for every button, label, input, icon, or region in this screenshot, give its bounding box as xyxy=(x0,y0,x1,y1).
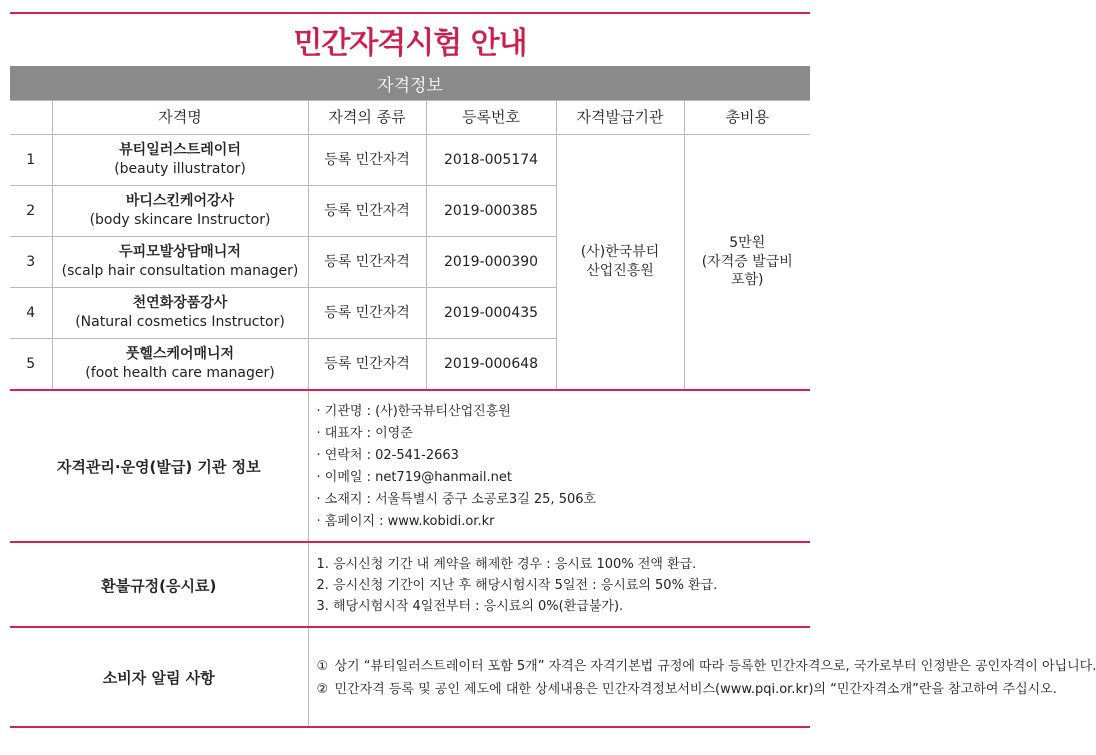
qualification-table xyxy=(10,100,810,390)
agency-phone: · 연락처 : 02-541-2663 xyxy=(316,447,459,463)
qualification-type: 등록 민간자격 xyxy=(308,288,426,339)
qualification-name-en: (body skincare Instructor) xyxy=(89,212,271,228)
consumer-notice-label: 소비자 알림 사항 xyxy=(10,627,308,727)
agency-representative: · 대표자 : 이영준 xyxy=(316,425,413,441)
qualification-name xyxy=(52,135,308,186)
table-row xyxy=(10,135,810,186)
qualification-type: 등록 민간자격 xyxy=(308,186,426,237)
cost-cell xyxy=(684,135,810,390)
qualification-name-ko: 바디스킨케어강사 xyxy=(125,193,235,210)
notice-text: 상기 “뷰티일러스트레이터 포함 5개” 자격은 자격기본법 규정에 따라 등록한 민간자격으로, 국가로부터 인정받은 공인자격이 아닙니다. xyxy=(334,658,1096,674)
refund-rule: 3. 해당시험시작 4일전부터 : 응시료의 0%(환급불가). xyxy=(316,598,624,614)
row-number: 2 xyxy=(10,186,52,237)
qualification-name-ko: 뷰티일러스트레이터 xyxy=(119,142,241,159)
cost-line-3: 포함) xyxy=(730,272,764,289)
header-name: 자격명 xyxy=(52,101,308,135)
notice-text: 민간자격 등록 및 공인 제도에 대한 상세내용은 민간자격정보서비스(www.pqi.or.kr)의 “민간자격소개”란을 참고하여 주십시오. xyxy=(334,681,1057,697)
consumer-notice-content xyxy=(308,627,1096,727)
registration-number: 2019-000435 xyxy=(426,288,556,339)
qualification-type: 등록 민간자격 xyxy=(308,135,426,186)
qualification-name xyxy=(52,237,308,288)
refund-policy-content xyxy=(308,542,810,627)
issuer-cell xyxy=(556,135,684,390)
notice-marker: ① xyxy=(316,658,329,674)
registration-number: 2019-000385 xyxy=(426,186,556,237)
qualification-name-en: (beauty illustrator) xyxy=(114,161,246,177)
refund-policy-label: 환불규정(응시료) xyxy=(10,542,308,627)
qualification-name xyxy=(52,186,308,237)
row-number: 4 xyxy=(10,288,52,339)
notice-item xyxy=(316,680,1057,699)
registration-number: 2019-000648 xyxy=(426,339,556,390)
issuer-line-2: 산업진흥원 xyxy=(586,263,654,279)
qualification-name-en: (foot health care manager) xyxy=(85,365,275,381)
refund-policy-section xyxy=(10,541,810,627)
agency-info-label: 자격관리·운영(발급) 기관 정보 xyxy=(10,390,308,542)
agency-email: · 이메일 : net719@hanmail.net xyxy=(316,469,512,485)
agency-homepage: · 홈페이지 : www.kobidi.or.kr xyxy=(316,513,495,529)
registration-number: 2019-000390 xyxy=(426,237,556,288)
section-header: 자격정보 xyxy=(10,66,810,100)
page-title: 민간자격시험 안내 xyxy=(293,26,527,61)
notice-marker: ② xyxy=(316,681,329,697)
qualification-type: 등록 민간자격 xyxy=(308,339,426,390)
title-bar xyxy=(10,12,810,66)
bottom-divider xyxy=(10,726,810,728)
row-number: 3 xyxy=(10,237,52,288)
header-reg: 등록번호 xyxy=(426,101,556,135)
agency-info-section xyxy=(10,389,810,542)
table-header-row xyxy=(10,101,810,135)
agency-name: · 기관명 : (사)한국뷰티산업진흥원 xyxy=(316,403,511,419)
agency-info-content xyxy=(308,390,810,542)
header-issuer: 자격발급기관 xyxy=(556,101,684,135)
refund-rule: 2. 응시신청 기간이 지난 후 해당시험시작 5일전 : 응시료의 50% 환급. xyxy=(316,577,718,593)
qualification-name xyxy=(52,288,308,339)
qualification-name-ko: 천연화장품강사 xyxy=(132,295,228,312)
qualification-type: 등록 민간자격 xyxy=(308,237,426,288)
cost-line-2: (자격증 발급비 xyxy=(701,253,793,270)
row-number: 5 xyxy=(10,339,52,390)
header-cost: 총비용 xyxy=(684,101,810,135)
notice-item xyxy=(316,657,1096,676)
agency-address: · 소재지 : 서울특별시 중구 소공로3길 25, 506호 xyxy=(316,491,597,507)
refund-rule: 1. 응시신청 기간 내 계약을 해제한 경우 : 응시료 100% 전액 환급. xyxy=(316,556,697,572)
qualification-name xyxy=(52,339,308,390)
registration-number: 2018-005174 xyxy=(426,135,556,186)
header-no xyxy=(10,101,52,135)
row-number: 1 xyxy=(10,135,52,186)
cost-line-1: 5만원 xyxy=(729,234,766,251)
qualification-name-ko: 두피모발상담매니저 xyxy=(119,244,241,261)
qualification-name-en: (Natural cosmetics Instructor) xyxy=(75,314,285,330)
header-type: 자격의 종류 xyxy=(308,101,426,135)
qualification-name-en: (scalp hair consultation manager) xyxy=(61,263,299,279)
consumer-notice-section xyxy=(10,626,1096,727)
issuer-line-1: (사)한국뷰티 xyxy=(580,244,660,261)
qualification-name-ko: 풋헬스케어매니저 xyxy=(125,346,235,363)
